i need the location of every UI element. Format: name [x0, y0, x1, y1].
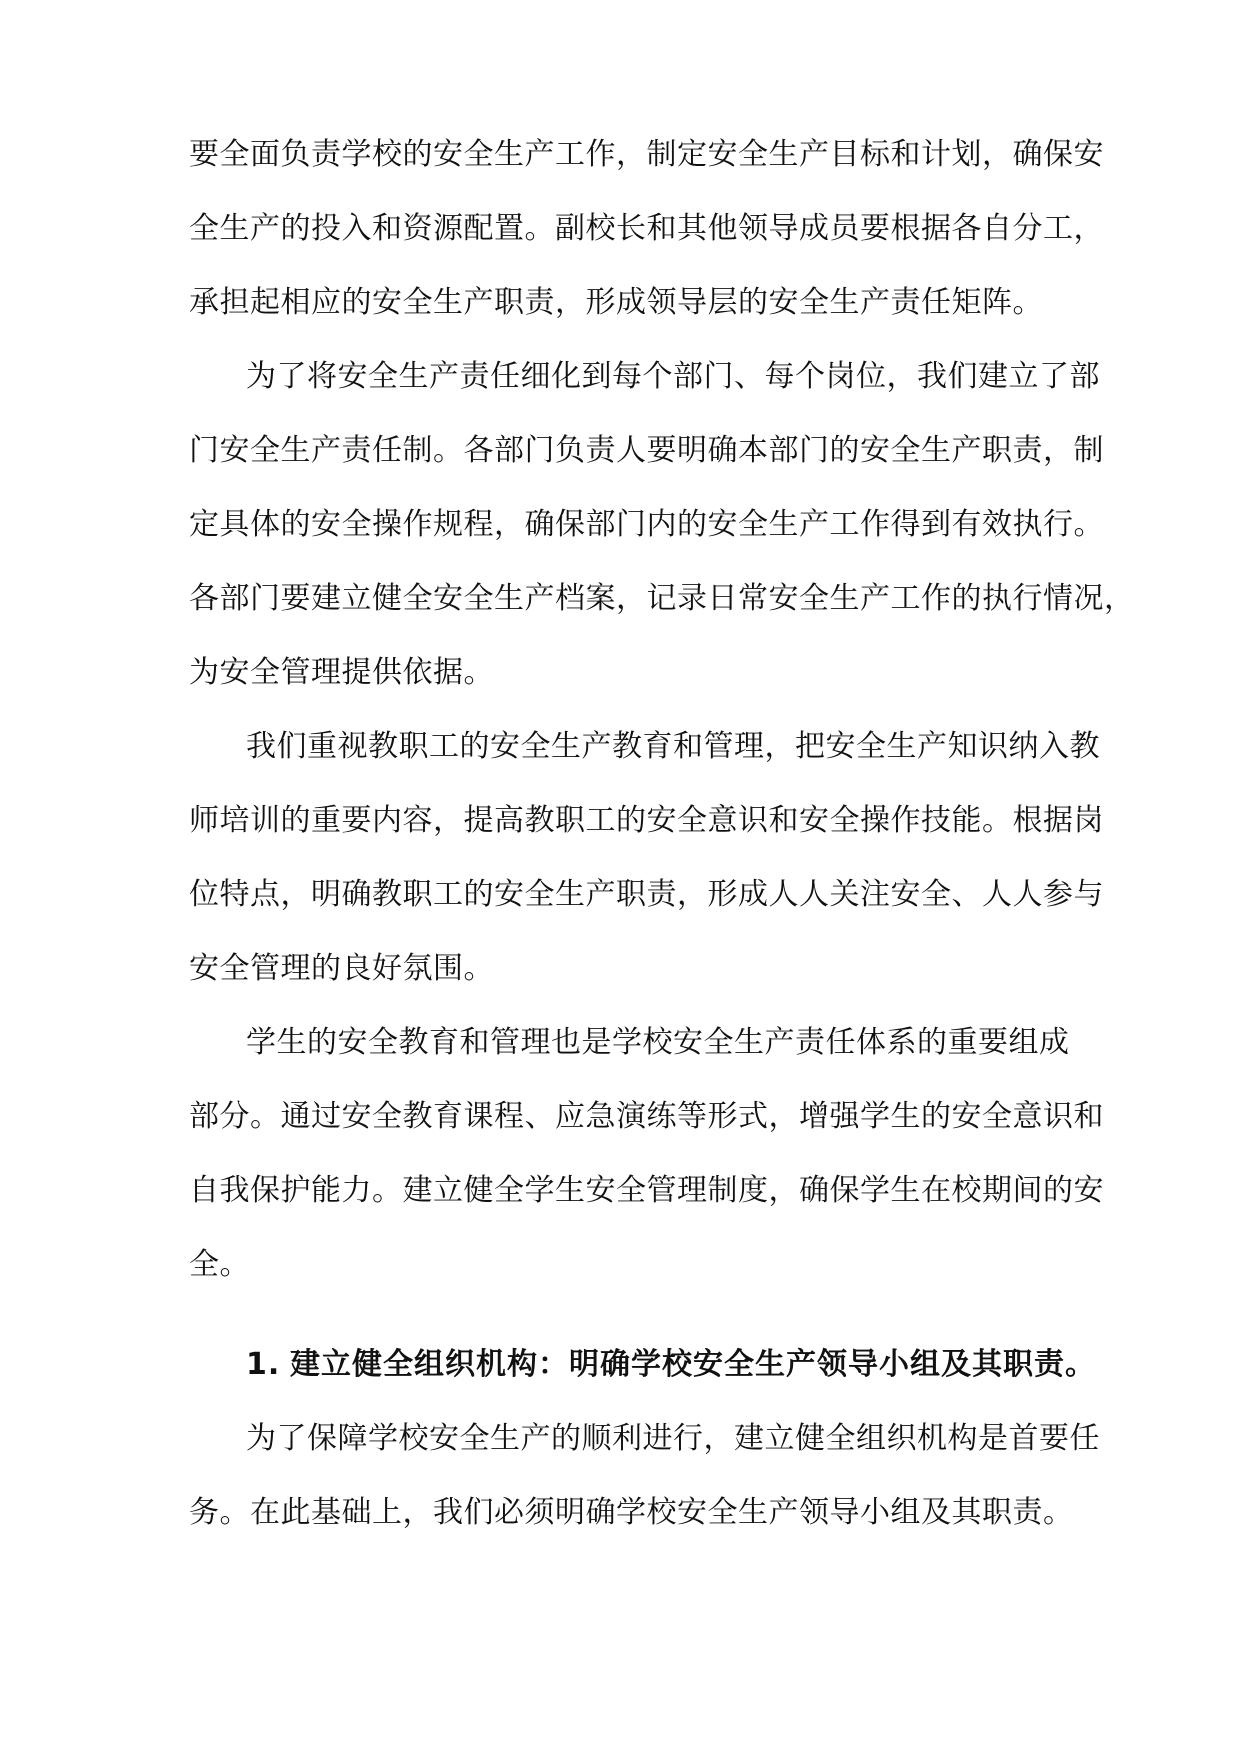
paragraph-line: 全。 [189, 1247, 250, 1282]
paragraph-line: 承担起相应的安全生产职责，形成领导层的安全生产责任矩阵。 [189, 285, 1043, 320]
paragraph-line: 位特点，明确教职工的安全生产职责，形成人人关注安全、人人参与 [189, 877, 1104, 912]
paragraph-line: 为了保障学校安全生产的顺利进行，建立健全组织机构是首要任 [246, 1421, 1100, 1456]
paragraph-line: 定具体的安全操作规程，确保部门内的安全生产工作得到有效执行。 [189, 507, 1104, 542]
paragraph-line: 为安全管理提供依据。 [189, 655, 494, 690]
paragraph-line: 我们重视教职工的安全生产教育和管理，把安全生产知识纳入教 [246, 729, 1100, 764]
paragraph-line: 安全管理的良好氛围。 [189, 951, 494, 986]
paragraph-line: 要全面负责学校的安全生产工作，制定安全生产目标和计划，确保安 [189, 137, 1104, 172]
paragraph-line: 全生产的投入和资源配置。副校长和其他领导成员要根据各自分工， [189, 211, 1104, 246]
paragraph-line: 师培训的重要内容，提高教职工的安全意识和安全操作技能。根据岗 [189, 803, 1104, 838]
paragraph-line: 务。在此基础上，我们必须明确学校安全生产领导小组及其职责。 [189, 1495, 1074, 1530]
paragraph-line: 各部门要建立健全安全生产档案，记录日常安全生产工作的执行情况， [189, 581, 1135, 616]
paragraph-line: 部分。通过安全教育课程、应急演练等形式，增强学生的安全意识和 [189, 1099, 1104, 1134]
heading-text: 建立健全组织机构：明确学校安全生产领导小组及其职责。 [290, 1347, 1096, 1382]
section-heading [246, 1345, 1096, 1385]
paragraph-line: 门安全生产责任制。各部门负责人要明确本部门的安全生产职责，制 [189, 433, 1104, 468]
paragraph-line: 为了将安全生产责任细化到每个部门、每个岗位，我们建立了部 [246, 359, 1100, 394]
heading-number: 1. [246, 1347, 281, 1382]
paragraph-line: 学生的安全教育和管理也是学校安全生产责任体系的重要组成 [246, 1025, 1070, 1060]
paragraph-line: 自我保护能力。建立健全学生安全管理制度，确保学生在校期间的安 [189, 1173, 1104, 1208]
